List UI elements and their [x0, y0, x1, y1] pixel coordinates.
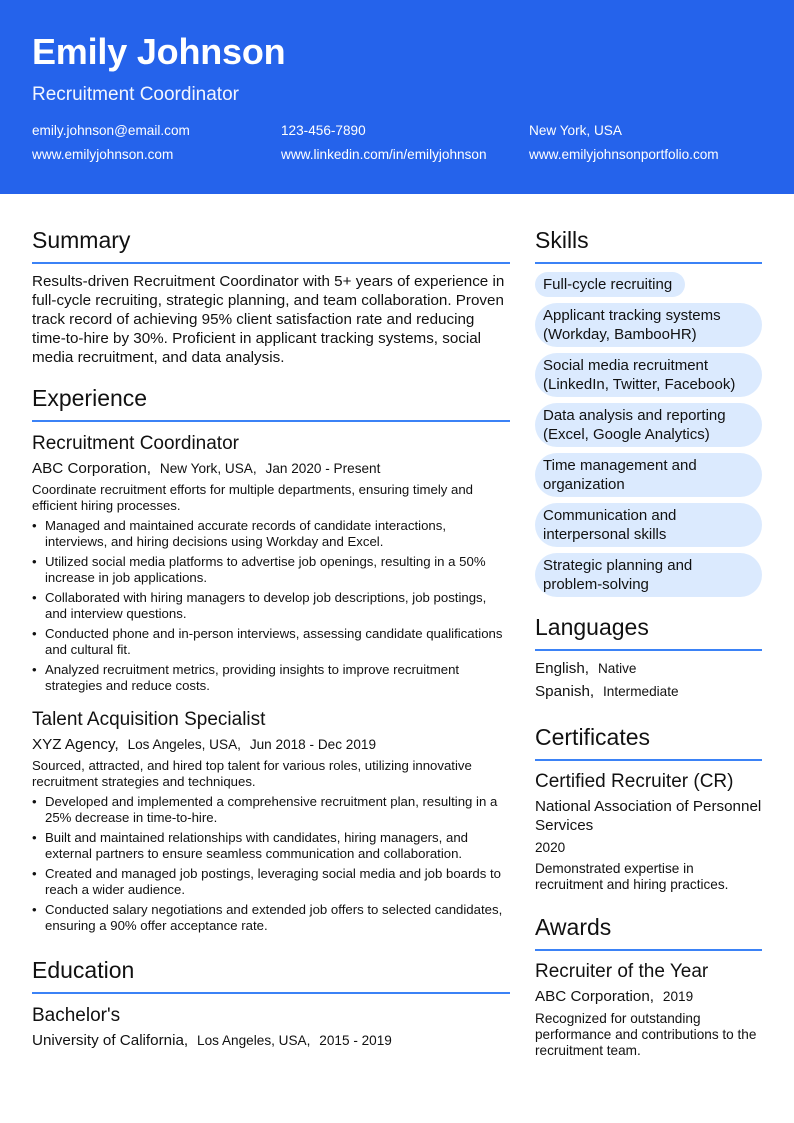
job-company: XYZ Agency, [32, 736, 119, 753]
awards-section [535, 913, 762, 1059]
education-section [32, 956, 510, 1051]
certificate-issuer: National Association of Personnel Services [535, 798, 762, 834]
award-description: Recognized for outstanding performance and contributions to the recruitment team. [535, 1011, 757, 1058]
certificates-heading: Certificates [535, 723, 762, 761]
job-company: ABC Corporation, [32, 460, 152, 477]
contact-website[interactable]: www.emilyjohnson.com [32, 147, 174, 162]
awards-heading: Awards [535, 913, 762, 951]
skill-pill: Applicant tracking systems (Workday, BambooHR) [535, 303, 762, 347]
job-location: Los Angeles, USA, [127, 737, 241, 752]
job-bullet: • Conducted phone and in-person interviews, assessing candidate qualifications and cultural fit. [32, 626, 510, 658]
experience-heading: Experience [32, 384, 510, 422]
contact-linkedin[interactable]: www.linkedin.com/in/emilyjohnson [281, 147, 487, 162]
certificates-section [535, 723, 762, 893]
certificate-name: Certified Recruiter (CR) [535, 771, 734, 792]
skill-pill: Time management and organization [535, 453, 762, 497]
contact-phone[interactable]: 123-456-7890 [281, 123, 366, 138]
education-meta [32, 1031, 510, 1051]
job-bullet: • Managed and maintained accurate records of candidate interactions, interviews, and hiring decisions using Workday and Excel. [32, 518, 510, 550]
job-dates: Jun 2018 - Dec 2019 [249, 737, 377, 752]
left-column [32, 226, 510, 1051]
skill-pill: Full-cycle recruiting [535, 272, 685, 297]
skills-section [535, 226, 762, 597]
resume-header [0, 0, 794, 194]
candidate-name: Emily Johnson [32, 31, 286, 72]
education-dates: 2015 - 2019 [319, 1033, 392, 1048]
education-school: University of California, [32, 1032, 189, 1049]
skills-heading: Skills [535, 226, 762, 264]
job-dates: Jan 2020 - Present [265, 461, 381, 476]
right-column [535, 226, 762, 1059]
summary-heading: Summary [32, 226, 510, 264]
languages-heading: Languages [535, 613, 762, 651]
language-level: Intermediate [603, 684, 679, 699]
skill-pill: Strategic planning and problem-solving [535, 553, 762, 597]
experience-section [32, 384, 510, 934]
language-name: Spanish, [535, 683, 595, 700]
candidate-title: Recruitment Coordinator [32, 84, 239, 105]
skill-pill: Data analysis and reporting (Excel, Google Analytics) [535, 403, 762, 447]
job-entry [32, 708, 510, 934]
education-degree: Bachelor's [32, 1005, 121, 1026]
certificate-year: 2020 [535, 840, 566, 855]
skill-pill: Communication and interpersonal skills [535, 503, 762, 547]
language-level: Native [597, 661, 637, 676]
job-bullet: • Utilized social media platforms to advertise job openings, resulting in a 50% increase in job applications. [32, 554, 510, 586]
summary-text: Results-driven Recruitment Coordinator with 5+ years of experience in full-cycle recruiting, strategic planning, and team collaboration. Proven track record of achieving 95% client satisfaction rate and reducing time-to-hire by 30%. Proficient in applicant tracking systems, social media recruitment, and data analysis. [32, 273, 505, 366]
award-name: Recruiter of the Year [535, 961, 709, 982]
education-heading: Education [32, 956, 510, 994]
award-issuer: ABC Corporation, [535, 988, 655, 1005]
education-location: Los Angeles, USA, [197, 1033, 311, 1048]
contact-email[interactable]: emily.johnson@email.com [32, 123, 190, 138]
job-bullet: • Built and maintained relationships with candidates, hiring managers, and external partners to ensure seamless communication and collaboration. [32, 830, 510, 862]
job-description: Sourced, attracted, and hired top talent for various roles, utilizing innovative recruitment strategies and techniques. [32, 758, 472, 789]
job-bullet: • Created and managed job postings, leveraging social media and job boards to reach a wider audience. [32, 866, 510, 898]
job-title: Recruitment Coordinator [32, 433, 239, 454]
job-meta [32, 459, 510, 479]
job-meta [32, 735, 510, 755]
skills-list [535, 272, 762, 597]
job-location: New York, USA, [159, 461, 257, 476]
summary-section [32, 226, 510, 367]
job-bullet: • Analyzed recruitment metrics, providing insights to improve recruitment strategies and reduce costs. [32, 662, 510, 694]
job-bullet: • Developed and implemented a comprehensive recruitment plan, resulting in a 25% decrease in time-to-hire. [32, 794, 510, 826]
contact-portfolio[interactable]: www.emilyjohnsonportfolio.com [529, 147, 719, 162]
language-item [535, 682, 762, 702]
job-entry [32, 432, 510, 694]
job-bullets [32, 794, 510, 934]
languages-section [535, 613, 762, 702]
award-meta [535, 987, 762, 1007]
award-year: 2019 [662, 989, 694, 1004]
job-bullet: • Collaborated with hiring managers to develop job descriptions, job postings, and interview questions. [32, 590, 510, 622]
job-title: Talent Acquisition Specialist [32, 709, 266, 730]
language-name: English, [535, 660, 590, 677]
language-item [535, 659, 762, 679]
job-bullets [32, 518, 510, 694]
contact-location: New York, USA [529, 123, 622, 138]
skill-pill: Social media recruitment (LinkedIn, Twitter, Facebook) [535, 353, 762, 397]
certificate-description: Demonstrated expertise in recruitment and hiring practices. [535, 861, 729, 892]
job-description: Coordinate recruitment efforts for multiple departments, ensuring timely and efficient hiring processes. [32, 482, 474, 513]
job-bullet: • Conducted salary negotiations and extended job offers to selected candidates, ensuring a 90% offer acceptance rate. [32, 902, 510, 934]
